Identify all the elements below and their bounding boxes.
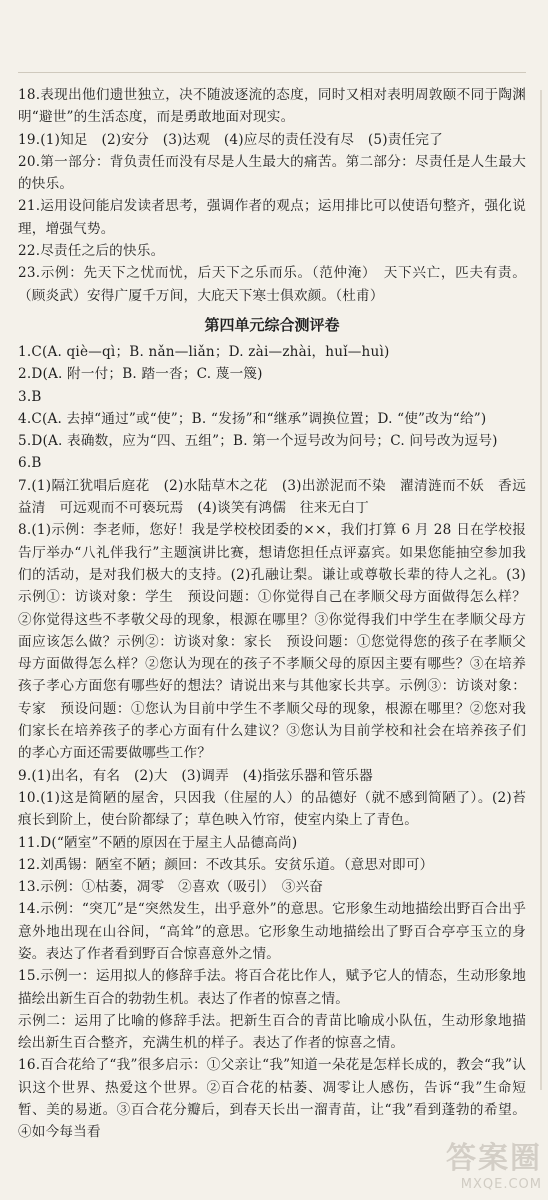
answers-part-3: [18, 84, 526, 307]
answer-item: 13.示例：①枯萎，凋零 ②喜欢（吸引） ③兴奋: [18, 879, 324, 896]
answer-item: 1.C(A. qiè—qì；B. nǎn—liǎn；D. zài—zhài，huǐ—huì): [18, 343, 390, 360]
answer-item: 20.第一部分：背负责任而没有尽是人生最大的痛苦。第二部分：尽责任是人生最大的快乐。: [18, 153, 526, 193]
answer-item: 18.表现出他们遗世独立，决不随波逐流的态度，同时又相对表明周敦颐不同于陶渊明“避世”的生活态度，而是勇敢地面对现实。: [18, 87, 526, 126]
answer-item: 3.B: [18, 388, 42, 405]
answer-item: 15.示例一：运用拟人的修辞手法。将百合花比作人，赋予它人的情态，生动形象地描绘出新生百合的勃勃生机。表达了作者的惊喜之情。: [18, 968, 526, 1007]
watermark-logo: 答案圈: [446, 1141, 542, 1176]
answer-item: 19.(1)知足 (2)安分 (3)达观 (4)应尽的责任没有尽 (5)责任完了: [18, 131, 443, 148]
answer-item: 8.(1)示例：李老师，您好！我是学校校团委的××，我们打算 6 月 28 日在学校报告厅举办“八礼伴我行”主题演讲比赛，想请您担任点评嘉宾。如果您能抽空参加我们的活动，是对我们极大的支持。(2)孔融让梨。谦让或尊敬长辈的待人之礼。(3)示例①：访谈对象：学生 预设问题：①你觉得自己在孝顺父母方面做得怎么样？②你觉得这些不孝敬父母的现象，根源在哪里？③你觉得我们中学生在孝顺父母方面应该怎么做？示例②：访谈对象：家长 预设问题：①您觉得您的孩子在孝顺父母方面做得怎么样？②您认为现在的孩子不孝顺父母的原因主要有哪些？③在培养孩子孝心方面您有哪些好的想法？请说出来与其他家长共享。示例③：访谈对象：专家 预设问题：①您认为目前中学生不孝顺父母的现象，根源在哪里？②您对我们家长在培养孩子的孝心方面有什么建议？③您认为目前学校和社会在培养孩子们的孝心方面还需要做哪些工作？: [18, 522, 526, 762]
answer-item: 16.百合花给了“我”很多启示：①父亲让“我”知道一朵花是怎样长成的，教会“我”认识这个世界、热爱这个世界。②百合花的枯萎、凋零让人感伤，告诉“我”生命短暂、美的易逝。③百合花分瓣后，到春天长出一溜青苗，让“我”看到蓬勃的希望。④如今每当看: [18, 1057, 526, 1141]
answer-item: 22.尽责任之后的快乐。: [18, 243, 165, 260]
answer-item: 7.(1)隔江犹唱后庭花 (2)水陆草木之花 (3)出淤泥而不染 濯清涟而不妖 香远益清 可远观而不可亵玩焉 (4)谈笑有鸿儒 往来无白丁: [18, 477, 526, 517]
top-divider: [18, 72, 526, 73]
answer-item: 9.(1)出名，有名 (2)大 (3)调弄 (4)指弦乐器和管乐器: [18, 767, 373, 784]
answer-item: 4.C(A. 去掉“通过”或“使”；B. “发扬”和“继承”调换位置；D. “使”改为“给”): [18, 410, 487, 427]
answer-item: 2.D(A. 附一付；B. 踏一沓；C. 蔑一篾): [18, 366, 263, 383]
answer-item: 5.D(A. 表确数，应为“四、五组”；B. 第一个逗号改为问号；C. 问号改为逗号): [18, 433, 498, 450]
watermark-site: MXQE.COM: [460, 1177, 542, 1192]
answer-item: 14.示例：“突兀”是“突然发生，出乎意外”的意思。它形象生动地描绘出野百合出乎意外地出现在山谷间，“高耸”的意思。它形象生动地描绘出了野百合亭亭玉立的身姿。表达了作者看到野百合惊喜意外之情。: [18, 901, 526, 962]
watermark: [446, 1133, 542, 1192]
answer-item: 23.示例：先天下之忧而忧，后天下之乐而乐。（范仲淹） 天下兴亡，匹夫有责。（顾炎武）安得广厦千万间，大庇天下寒士俱欢颜。（杜甫）: [18, 265, 526, 304]
answer-item: 示例二：运用了比喻的修辞手法。把新生百合的青苗比喻成小队伍，生动形象地描绘出新生百合整齐，充满生机的样子。表达了作者的惊喜之情。: [18, 1012, 526, 1052]
page-edge-shadow: [540, 90, 542, 1090]
section-title: 第四单元综合测评卷: [204, 315, 340, 334]
answer-item: 21.运用设问能启发读者思考，强调作者的观点；运用排比可以使语句整齐，强化说理，增强气势。: [18, 198, 526, 237]
answer-item: 10.(1)这是简陋的屋舍，只因我（住屋的人）的品德好（就不感到简陋了）。(2)苔痕长到阶上，使台阶都绿了；草色映入竹帘，使室内染上了青色。: [18, 789, 526, 829]
answer-item: 6.B: [18, 455, 42, 472]
answers-unit-4: [18, 341, 526, 1144]
answer-item: 12.刘禹锡：陋室不陋；颜回：不改其乐。安贫乐道。（意思对即可）: [18, 856, 434, 873]
answer-item: 11.D(“陋室”不陋的原因在于屋主人品德高尚): [18, 834, 298, 851]
